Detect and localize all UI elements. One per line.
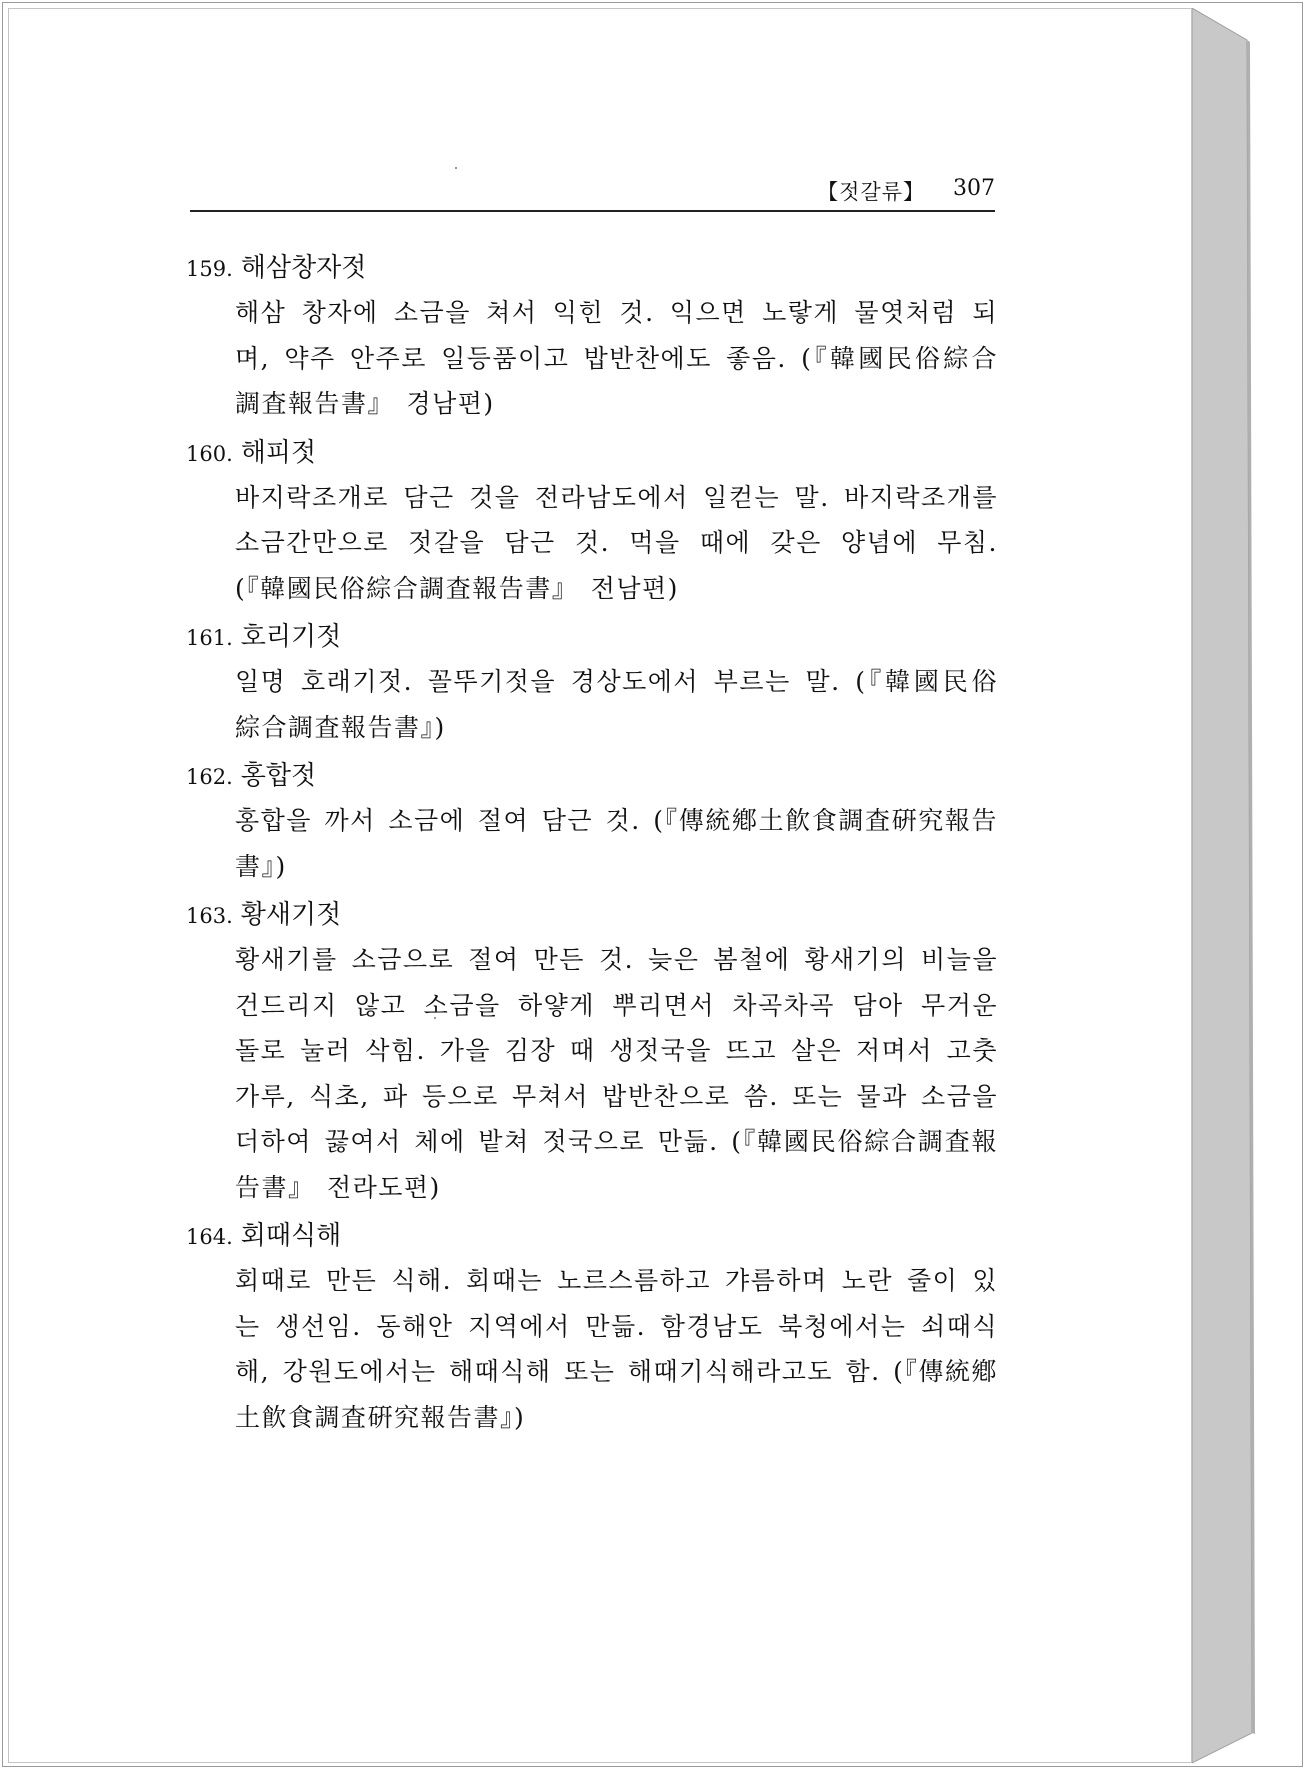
entry-heading xyxy=(186,433,998,473)
entry-body: 홍합을 까서 소금에 절여 담근 것. (『傳統鄕土飮食調査硏究報告書』) xyxy=(235,806,998,881)
entry-heading xyxy=(186,756,998,796)
entry-body: 일명 호래기젓. 꼴뚜기젓을 경상도에서 부르는 말. (『韓國民俗綜合調査報告書』) xyxy=(235,667,998,742)
entry-title: 호리기젓 xyxy=(240,622,342,652)
entry-list xyxy=(186,248,998,1446)
entry-body: 바지락조개로 담근 것을 전라남도에서 일컫는 말. 바지락조개를 소금간만으로 젓갈을 담근 것. 먹을 때에 갖은 양념에 무침. (『韓國民俗綜合調査報告書』 전남편) xyxy=(235,482,998,603)
entry-heading xyxy=(186,895,998,935)
page-stack-edge xyxy=(1192,8,1302,1768)
entry-body: 회때로 만든 식해. 회때는 노르스름하고 갸름하며 노란 줄이 있는 생선임. 동해안 지역에서 만듦. 함경남도 북청에서는 쇠때식해, 강원도에서는 해때식해 또는 해때기식해라고도 함. (『傳統鄕土飮食調査硏究報告書』) xyxy=(235,1266,998,1432)
entry-heading xyxy=(186,1216,998,1256)
entry-number: 161. xyxy=(186,626,233,650)
entry-159 xyxy=(186,248,998,427)
entry-title: 홍합젓 xyxy=(240,761,317,791)
running-header xyxy=(190,176,995,212)
scan-speck xyxy=(455,167,457,169)
entry-163 xyxy=(186,895,998,1210)
section-title: 【젓갈류】 xyxy=(817,180,925,204)
entry-heading xyxy=(186,248,998,288)
entry-number: 162. xyxy=(186,765,233,789)
entry-body: 황새기를 소금으로 절여 만든 것. 늦은 봄철에 황새기의 비늘을 건드리지 않고 소금을 하얗게 뿌리면서 차곡차곡 담아 무거운 돌로 눌러 삭힘. 가을 김장 때 생젓국을 뜨고 살은 저며서 고춧가루, 식초, 파 등으로 무쳐서 밥반찬으로 씀. 또는 물과 소금을 더하여 끓여서 체에 밭쳐 젓국으로 만듦. (『韓國民俗綜合調査報告書』 전라도편) xyxy=(235,945,998,1202)
entry-body: 해삼 창자에 소금을 쳐서 익힌 것. 익으면 노랗게 물엿처럼 되며, 약주 안주로 일등품이고 밥반찬에도 좋음. (『韓國民俗綜合調査報告書』 경남편) xyxy=(235,298,998,418)
entry-164 xyxy=(186,1216,998,1440)
entry-heading xyxy=(186,617,998,657)
entry-162 xyxy=(186,756,998,889)
entry-title: 해피젓 xyxy=(240,437,317,468)
entry-160 xyxy=(186,433,998,612)
entry-number: 159. xyxy=(186,257,233,281)
entry-number: 160. xyxy=(186,441,233,466)
entry-number: 163. xyxy=(186,904,233,928)
entry-title: 해삼창자젓 xyxy=(240,253,367,283)
entry-title: 황새기젓 xyxy=(240,900,342,930)
entry-title: 회때식해 xyxy=(240,1221,342,1251)
page-number: 307 xyxy=(953,176,995,201)
entry-number: 164. xyxy=(186,1225,233,1249)
entry-161 xyxy=(186,617,998,750)
